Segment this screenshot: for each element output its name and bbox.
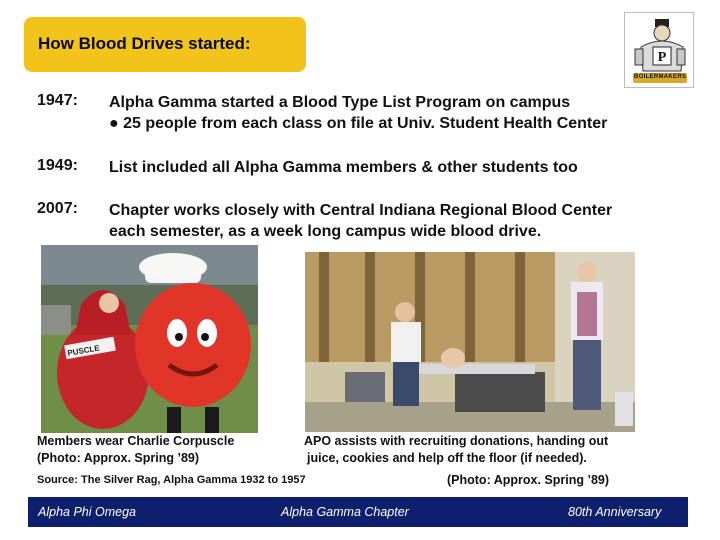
logo-text: BOILERMAKERS — [634, 74, 687, 80]
timeline-text — [109, 157, 689, 178]
svg-text:P: P — [657, 50, 667, 65]
caption-line: Members wear Charlie Corpuscle — [37, 434, 235, 448]
timeline-year: 1949: — [37, 157, 78, 174]
timeline-line: each semester, as a week long campus wide blood drive. — [109, 223, 542, 240]
timeline-year: 2007: — [37, 200, 78, 217]
timeline-line: ● 25 people from each class on file at Univ. Student Health Center — [109, 115, 608, 132]
source-citation: Source: The Silver Rag, Alpha Gamma 1932 to 1957 — [37, 474, 306, 486]
left-photo-caption — [37, 433, 297, 467]
boilermakers-logo — [624, 12, 694, 88]
right-photo-caption — [304, 433, 684, 467]
timeline-line: Chapter works closely with Central Indiana Regional Blood Center — [109, 202, 613, 219]
footer-center-text: Alpha Gamma Chapter — [281, 505, 409, 519]
caption-line: (Photo: Approx. Spring ’89) — [37, 451, 200, 465]
timeline-year: 1947: — [37, 92, 78, 109]
right-photo-credit: (Photo: Approx. Spring ’89) — [447, 473, 610, 487]
page-title: How Blood Drives started: — [38, 34, 251, 53]
timeline-line: List included all Alpha Gamma members & other students too — [109, 159, 578, 176]
title-banner — [24, 17, 306, 72]
caption-line: APO assists with recruiting donations, handing out — [304, 434, 609, 448]
footer-bar — [28, 497, 688, 527]
costume-sign-text: PUSCLE — [66, 343, 101, 358]
charlie-corpuscle-photo — [41, 245, 258, 433]
timeline-text — [109, 92, 689, 134]
footer-left-text: Alpha Phi Omega — [38, 505, 136, 519]
timeline-line: Alpha Gamma started a Blood Type List Program on campus — [109, 94, 571, 111]
apo-blood-drive-photo — [305, 252, 635, 432]
footer-right-text: 80th Anniversary — [568, 505, 662, 519]
caption-line: juice, cookies and help off the floor (if needed). — [307, 451, 587, 465]
timeline-text — [109, 200, 689, 242]
